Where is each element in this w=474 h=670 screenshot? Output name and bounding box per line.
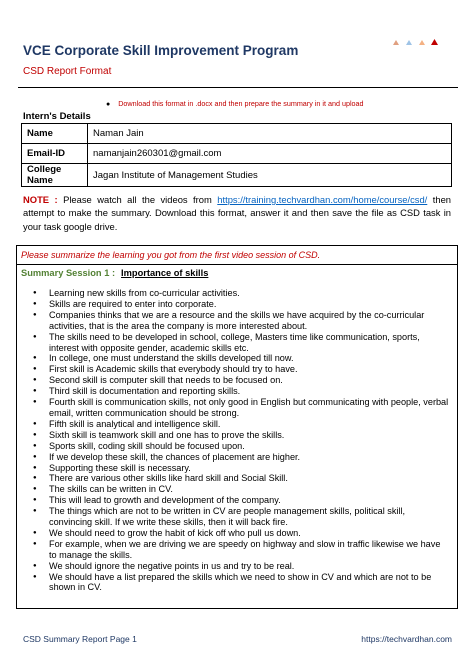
list-item: ● Learning new skills from co-curricular activities. <box>49 288 449 299</box>
list-item: ● There are various other skills like hard skill and Social Skill. <box>49 473 449 484</box>
page-subtitle: CSD Report Format <box>23 66 112 77</box>
page-title: VCE Corporate Skill Improvement Program <box>23 43 299 58</box>
company-logo <box>390 37 440 55</box>
list-item: ● This will lead to growth and development of the company. <box>49 495 449 506</box>
email-label: Email-ID <box>22 144 88 164</box>
list-item: ● In college, one must understand the skills developed till now. <box>49 353 449 364</box>
name-label: Name <box>22 124 88 144</box>
download-instruction <box>106 99 364 108</box>
list-item: ● Sports skill, coding skill should be focused upon. <box>49 441 449 452</box>
note-text-before: Please watch all the videos from <box>63 194 212 205</box>
session-heading <box>17 268 457 278</box>
college-label: College Name <box>22 164 88 187</box>
list-item: ● First skill is Academic skills that everybody should try to have. <box>49 364 449 375</box>
list-item: ● The skills need to be developed in school, college, Masters time like communication, sports, interest with opposite gender, academic skills etc. <box>49 332 449 354</box>
list-item: ● If we develop these skill, the chances of placement are higher. <box>49 452 449 463</box>
list-item: ● Fifth skill is analytical and intelligence skill. <box>49 419 449 430</box>
footer-website: https://techvardhan.com <box>361 634 452 644</box>
table-row <box>22 164 452 187</box>
table-row <box>22 124 452 144</box>
session-title: Importance of skills <box>121 268 209 278</box>
table-row <box>22 144 452 164</box>
download-instruction-text: Download this format in .docx and then prepare the summary in it and upload <box>118 99 364 108</box>
list-item: ● Third skill is documentation and reporting skills. <box>49 386 449 397</box>
list-item: ● We should need to grow the habit of kick off who pull us down. <box>49 528 449 539</box>
note-label: NOTE : <box>23 194 58 205</box>
interns-details-heading: Intern's Details <box>23 111 91 122</box>
list-item: ● Supporting these skill is necessary. <box>49 463 449 474</box>
summary-box <box>16 245 458 609</box>
college-value: Jagan Institute of Management Studies <box>88 164 452 187</box>
list-item: ● Companies thinks that we are a resource and the skills we have acquired by the co-curricular activities, that is the area the company is more interested about. <box>49 310 449 332</box>
note-text-after: then attempt to make the summary. Download this format, answer it and then save the file as CSD task in your task google drive. <box>23 194 451 232</box>
summary-points-list <box>17 288 457 593</box>
list-item: ● We should ignore the negative points in us and try to be real. <box>49 561 449 572</box>
list-item: ● Second skill is computer skill that needs to be focused on. <box>49 375 449 386</box>
header-divider <box>18 87 458 88</box>
name-value: Naman Jain <box>88 124 452 144</box>
email-value: namanjain260301@gmail.com <box>88 144 452 164</box>
summary-prompt: Please summarize the learning you got from the first video session of CSD. <box>17 246 457 265</box>
footer-page-label: CSD Summary Report Page 1 <box>23 634 137 644</box>
list-item: ● The things which are not to be written in CV are people management skills, political skill, convincing skill. If we write these skills, then it will back fire. <box>49 506 449 528</box>
list-item: ● Fourth skill is communication skills, not only good in English but communicating with people, verbal email, written communication should be strong. <box>49 397 449 419</box>
list-item: ● Sixth skill is teamwork skill and one has to prove the skills. <box>49 430 449 441</box>
list-item: ● We should have a list prepared the skills which we need to show in CV and which are not to be shown in CV. <box>49 572 449 594</box>
course-link[interactable]: https://training.techvardhan.com/home/course/csd/ <box>217 194 428 205</box>
session-label: Summary Session 1 : <box>21 268 116 278</box>
list-item: ● For example, when we are driving we are speedy on highway and slow in traffic likewise we have to manage the skills. <box>49 539 449 561</box>
list-item: ● Skills are required to enter into corporate. <box>49 299 449 310</box>
interns-details-table <box>21 123 452 187</box>
note-paragraph <box>23 193 451 233</box>
bullet-icon: ● <box>106 101 111 108</box>
list-item: ● The skills can be written in CV. <box>49 484 449 495</box>
